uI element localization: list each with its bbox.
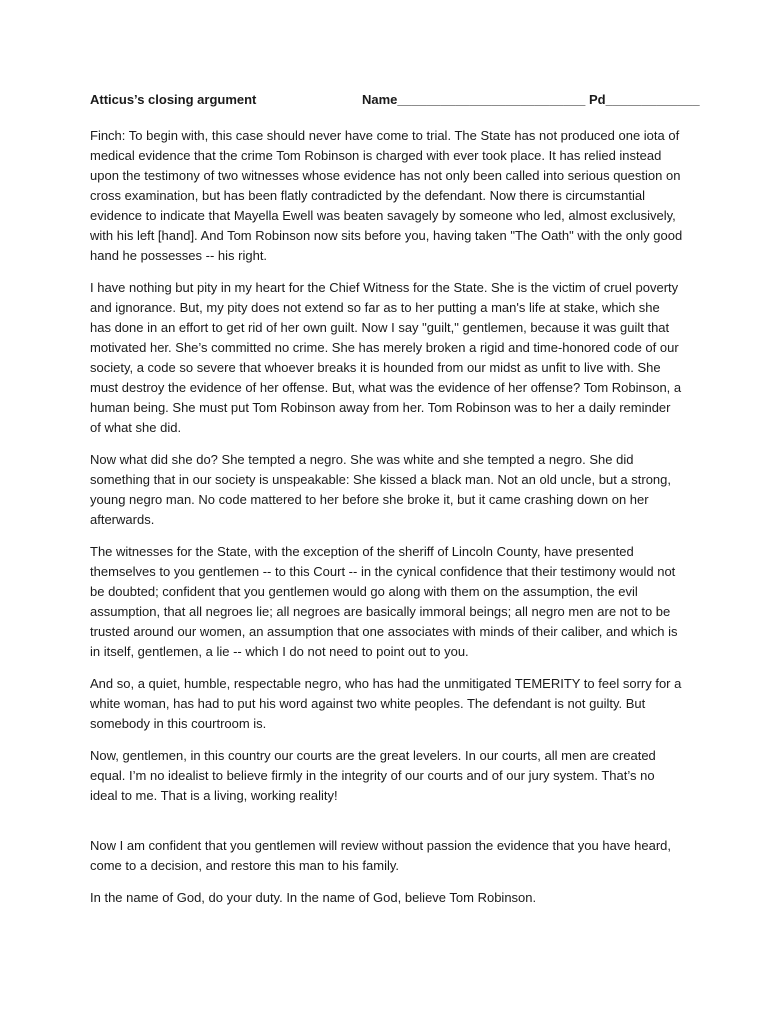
paragraph-what-she-did: Now what did she do? She tempted a negro. She was white and she tempted a negro. She did something that in our society is unspeakable: She kissed a black man. Not an old uncle, but a strong, young negro man. No code mattered to her before she broke it, but it came crashing down on her afterwards. bbox=[90, 452, 672, 527]
document-header bbox=[90, 92, 700, 112]
paragraph-closing: In the name of God, do your duty. In the name of God, believe Tom Robinson. bbox=[90, 890, 537, 905]
paragraph-opening: Finch: To begin with, this case should never have come to trial. The State has not produced one iota of medical evidence that the crime Tom Robinson is charged with ever took place. It has relied instead upon the testimony of two witnesses whose evidence has not only been called into serious question on cross examination, but has been flatly contradicted by the defendant. Now there is circumstantial evidence to indicate that Mayella Ewell was beaten savagely by someone who led, almost exclusively, with his left [hand]. And Tom Robinson now sits before you, having taken "The Oath" with the only good hand he possesses -- his right. bbox=[90, 128, 683, 263]
document-title: Atticus’s closing argument bbox=[90, 92, 257, 107]
paragraph-confident: Now I am confident that you gentlemen will review without passion the evidence that you have heard, come to a decision, and restore this man to his family. bbox=[90, 838, 672, 873]
paragraph-courts: Now, gentlemen, in this country our courts are the great levelers. In our courts, all men are created equal. I’m no idealist to believe firmly in the integrity of our courts and of our jury system. That’s no ideal to me. That is a living, working reality! bbox=[90, 748, 656, 803]
paragraph-chief-witness: I have nothing but pity in my heart for the Chief Witness for the State. She is the victim of cruel poverty and ignorance. But, my pity does not extend so far as to her putting a man's life at stake, which she has done in an effort to get rid of her own guilt. Now I say "guilt," gentlemen, because it was guilt that motivated her. She’s committed no crime. She has merely broken a rigid and time-honored code of our society, a code so severe that whoever breaks it is hounded from our midst as unfit to live with. She must destroy the evidence of her offense. But, what was the evidence of her offense? Tom Robinson, a human being. She must put Tom Robinson away from her. Tom Robinson was to her a daily reminder of what she did. bbox=[90, 280, 682, 435]
name-period-field: Name__________________________ Pd_____________ bbox=[362, 92, 700, 107]
document-page bbox=[90, 92, 700, 920]
paragraph-witnesses: The witnesses for the State, with the exception of the sheriff of Lincoln County, have presented themselves to you gentlemen -- to this Court -- in the cynical confidence that their testimony would not be doubted; confident that you gentlemen would go along with them on the assumption, the evil assumption, that all negroes lie; all negroes are basically immoral beings; all negro men are not to be trusted around our women, an assumption that one associates with minds of their caliber, and which is in itself, gentlemen, a lie -- which I do not need to point out to you. bbox=[90, 544, 678, 659]
document-body bbox=[90, 126, 684, 908]
paragraph-temerity: And so, a quiet, humble, respectable negro, who has had the unmitigated TEMERITY to feel sorry for a white woman, has had to put his word against two white peoples. The defendant is not guilty. But somebody in this courtroom is. bbox=[90, 676, 682, 731]
